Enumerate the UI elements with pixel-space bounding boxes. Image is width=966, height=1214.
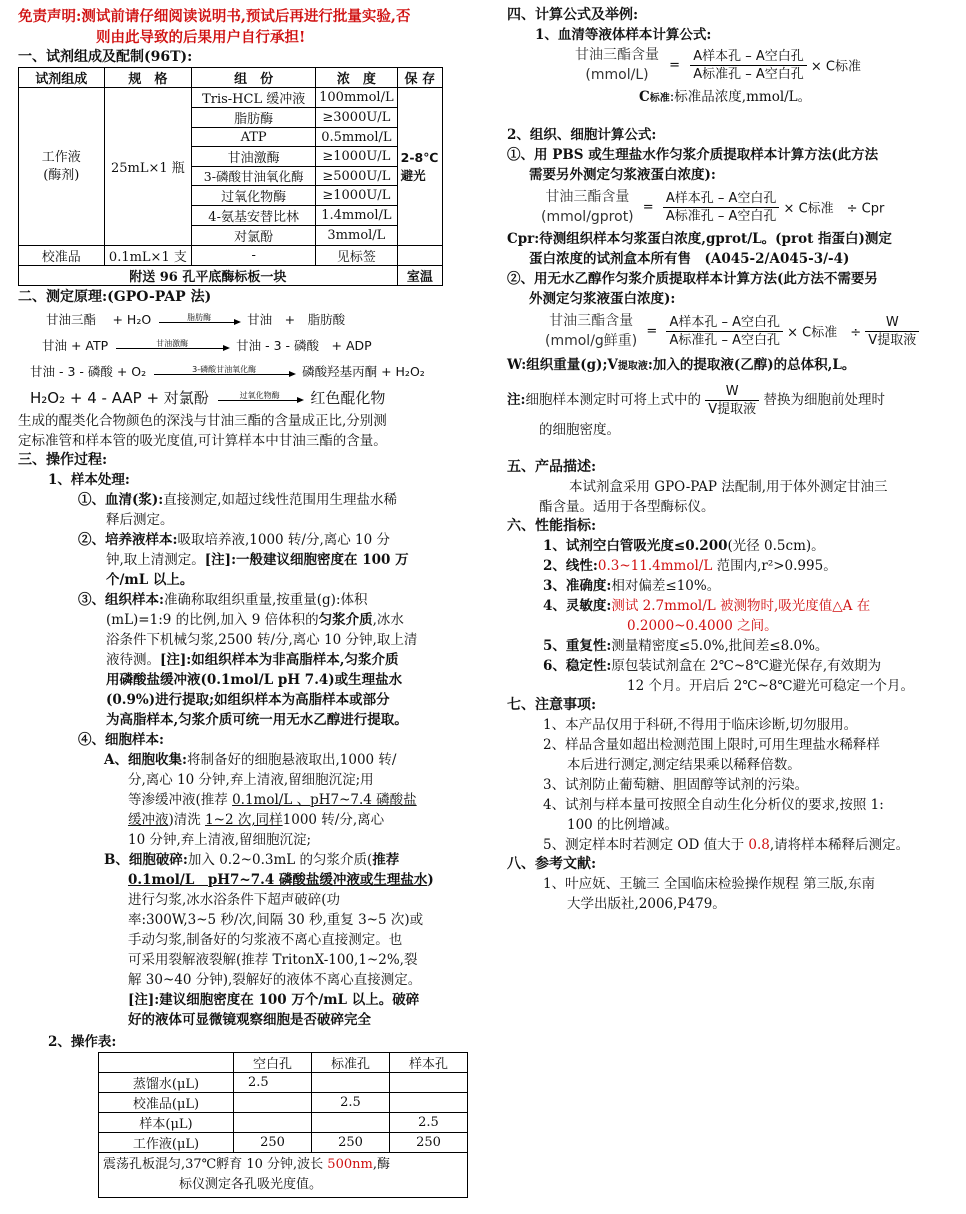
conc-cell: ≥1000U/L	[316, 186, 398, 206]
cell-block: ④、细胞样本: A、细胞收集:将制备好的细胞悬液取出,1000 转/ 分,离心 10 分钟,弃上清液,留细胞沉淀;用 等渗缓冲液(推荐 0.1mol/L 、pH7~7.4 磷酸盐 缓冲液)清洗 1~2 次,同样1000 转/分,离心 10 分钟,弃上清液,留细胞沉淀; B、细胞破碎:加入 0.2~0.3mL 的匀浆介质(推荐 0.1mol/L pH7~7.4 磷酸盐缓冲液或生理盐水) 进行匀浆,冰水浴条件下超声破碎(功 率:300W,3~5 秒/次,间隔 30 秒,重复 3~5 次)或 手动匀浆,制备好的匀浆液不离心直接测定。也 可采用裂解液裂解(推荐 TritonX-100,1~2%,裂 解 30~40 分钟),裂解好的液体不离心直接测定。 [注]:建议细胞密度在 100 万个/mL 以上。破碎 好的液体可显微镜观察细胞是否破碎完全	[78, 732, 434, 1028]
formula-serum: 甘油三酯含量 (mmol/L) = $\frac{\text{A样本孔 – A空白孔}}{\text{A标准孔 – A空白孔}}$ × C标准	[575, 47, 861, 83]
plate-store-cell: 室温	[397, 266, 442, 286]
reaction-left: 甘油三酯 + H₂O	[46, 312, 152, 327]
fraction: $\frac{W}{\text{V提取液}}$	[865, 314, 919, 349]
reaction-right: 甘油 - 3 - 磷酸 + ADP	[236, 338, 372, 353]
header-cell: 规 格	[104, 68, 192, 88]
conc-cell: 100mmol/L	[316, 88, 398, 108]
fraction: $\frac{W}{\text{V提取液}}$	[705, 383, 759, 418]
component-cell: 3-磷酸甘油氧化酶	[192, 167, 316, 186]
component-cell: 过氧化物酶	[192, 186, 316, 206]
references-list: 1、叶应妩、王毓三 全国临床检验操作规程 第三版,东南 大学出版社,2006,P479。	[543, 876, 875, 912]
reaction-right: 甘油 + 脂肪酸	[247, 312, 346, 327]
sample-processing-title: 1、样本处理:	[48, 472, 130, 488]
table-row: 工作液(μL) 250 250 250	[99, 1133, 468, 1153]
conc-cell: ≥3000U/L	[316, 108, 398, 128]
conc-cell: 3mmol/L	[316, 226, 398, 246]
performance-list: 1、试剂空白管吸光度≤0.200(光径 0.5cm)。 2、线性:0.3~11.4mmol/L 范围内,r²>0.995。 3、准确度:相对偏差≤10%。 4、灵敏度:测试 2.7mmol/L 被测物时,吸光度值△A 在 0.2000~0.4000 之间。 5、重复性:测量精密度≤5.0%,批间差≤8.0%。 6、稳定性:原包装试剂盒在 2℃~8℃避光保存,有效期为 12 个月。开启后 2℃~8℃避光可稳定一个月。	[543, 538, 914, 694]
table-row	[19, 68, 443, 88]
table-row	[19, 88, 443, 108]
header-cell: 浓 度	[316, 68, 398, 88]
serum-block: ①、血清(浆):直接测定,如超过线性范围用生理盐水稀 释后测定。	[78, 492, 398, 528]
component-cell: 脂肪酶	[192, 108, 316, 128]
header-cell: 样本孔	[389, 1053, 467, 1073]
section8-title: 八、参考文献:	[507, 856, 597, 872]
right-column: 四、计算公式及举例: 1、血清等液体样本计算公式: 甘油三酯含量 (mmol/L) = $\frac{\text{A样本孔 – A空白孔}}{\text{A标准孔 – A空白孔}}$ × C标准 C标准:标准品浓度,mmol/L。 2、组织、细胞计算公式: ①、用 PBS 或生理盐水作匀浆介质提取样本计算方法(此方法 需要另外测定匀浆液蛋白浓度): 甘油三酯含量 (mmol/gprot) = $\frac{\text{A样本孔 – A空白孔}}{\text{A标准孔 – A空白孔}}$ × C标准 ÷ Cpr Cpr:待测组织样本匀浆蛋白浓度,gprot/L。(prot 指蛋白)测定 蛋白浓度的试剂盒本所有售 (A045-2/A045-3/-4) ②、用无水乙醇作匀浆介质提取样本计算方法(此方法不需要另 外测定匀浆液蛋白浓度): 甘油三酯含量 (mmol/g鲜重) = $\frac{\text{A样本孔 – A空白孔}}{\text{A标准孔 – A空白孔}}$ × C标准 ÷ $\frac{W}{\text{V提取液}}$ W:组织重量(g);V提取液:加入的提取液(乙醇)的总体积,L。 注:细胞样本测定时可将上式中的 $\frac{W}{\text{V提取液}}$ 替换为细胞前处理时 的细胞密度。 五、产品描述: 本试剂盒采用 GPO-PAP 法配制,用于体外测定甘油三 酯含量。适用于各型酶标仪。 六、性能指标: 1、试剂空白管吸光度≤0.200(光径 0.5cm)。 2、线性:0.3~11.4mmol/L 范围内,r²>0.995。 3、准确度:相对偏差≤10%。 4、灵敏度:测试 2.7mmol/L 被测物时,吸光度值△A 在 0.2000~0.4000 之间。 5、重复性:测量精密度≤5.0%,批间差≤8.0%。 6、稳定性:原包装试剂盒在 2℃~8℃避光保存,有效期为 12 个月。开启后 2℃~8℃避光可稳定一个月。 七、注意事项: 1、本产品仅用于科研,不得用于临床诊断,切勿服用。 2、样品含量如超出检测范围上限时,可用生理盐水稀释样 本后进行测定,测定结果乘以稀释倍数。 3、试剂防止葡萄糖、胆固醇等试剂的污染。 4、试剂与样本量可按照全自动生化分析仪的要求,按照 1: 100 的比例增减。 5、测定样本时若测定 OD 值大于 0.8,请将样本稀释后测定。 八、参考文献: 1、叶应妩、王毓三 全国临床检验操作规程 第三版,东南 大学出版社,2006,P479。	[507, 0, 947, 914]
calib-spec-cell: 0.1mL×1 支	[104, 246, 192, 266]
reaction-arrow	[218, 390, 302, 401]
reaction-arrow	[116, 338, 228, 349]
reagent-table	[18, 67, 443, 286]
table-row: 样本(μL) 2.5	[99, 1113, 468, 1133]
header-cell: 标准孔	[311, 1053, 389, 1073]
conc-cell: 1.4mmol/L	[316, 206, 398, 226]
component-cell: Tris-HCL 缓冲液	[192, 88, 316, 108]
reaction-left: H₂O₂ + 4 - AAP + 对氯酚	[30, 389, 209, 407]
fraction: $\frac{\text{A样本孔 – A空白孔}}{\text{A标准孔 – A空白孔}}$	[690, 48, 807, 83]
component-cell: 4-氨基安替比林	[192, 206, 316, 226]
notes-list: 1、本产品仅用于科研,不得用于临床诊断,切勿服用。 2、样品含量如超出检测范围上限时,可用生理盐水稀释样 本后进行测定,测定结果乘以稀释倍数。 3、试剂防止葡萄糖、胆固醇等试剂的污染。 4、试剂与样本量可按照全自动生化分析仪的要求,按照 1: 100 的比例增减。 5、测定样本时若测定 OD 值大于 0.8,请将样本稀释后测定。	[543, 717, 910, 853]
reaction-arrow	[154, 364, 294, 375]
calib-conc-cell: 见标签	[316, 246, 398, 266]
enzyme-label: 3-磷酸甘油氧化酶	[192, 364, 257, 374]
header-cell: 组 份	[192, 68, 316, 88]
calib-store-cell	[397, 246, 442, 266]
reaction-left: 甘油 + ATP	[42, 338, 109, 353]
conc-cell: 0.5mmol/L	[316, 128, 398, 147]
disclaimer-line2: 则由此导致的后果用户自行承担!	[96, 29, 306, 46]
component-cell: ATP	[192, 128, 316, 147]
table-row: 校准品(μL) 2.5	[99, 1093, 468, 1113]
header-cell: 试剂组成	[19, 68, 105, 88]
component-cell: 对氯酚	[192, 226, 316, 246]
section5-title: 五、产品描述:	[507, 459, 597, 475]
cell-note: 注:细胞样本测定时可将上式中的 $\frac{W}{\text{V提取液}}$ 替换为细胞前处理时	[507, 384, 885, 417]
table-row: 蒸馏水(μL) 2.5	[99, 1073, 468, 1093]
enzyme-label: 脂肪酶	[187, 312, 212, 322]
enzyme-label: 甘油激酶	[156, 338, 189, 348]
work-solution-cell: 工作液 (酶剂)	[19, 88, 105, 246]
calib-name-cell: 校准品	[19, 246, 105, 266]
enzyme-label: 过氧化物酶	[239, 390, 280, 400]
disclaimer-line1: 免责声明:测试前请仔细阅读说明书,预试后再进行批量实验,否	[18, 8, 411, 25]
header-cell: 空白孔	[234, 1053, 312, 1073]
operation-table	[98, 1052, 468, 1198]
table-footer: 震荡孔板混匀,37℃孵育 10 分钟,波长 500nm,酶 标仪测定各孔吸光度值。	[99, 1153, 468, 1198]
tissue-block: ③、组织样本:准确称取组织重量,按重量(g):体积 (mL)=1:9 的比例,加入 9 倍体积的匀浆介质,冰水 浴条件下机械匀浆,2500 转/分,离心 10 分钟,取上清 液待测。[注]:如组织样本为非高脂样本,匀浆介质 用磷酸盐缓冲液(0.1mol/L pH 7.4)或生理盐水 (0.9%)进行提取;如组织样本为高脂样本或部分 为高脂样本,匀浆介质可统一用无水乙醇进行提取。	[78, 592, 418, 728]
principle-desc: 生成的醌类化合物颜色的深浅与甘油三酯的含量成正比,分别测 定标准管和样本管的吸光度值,可计算样本中甘油三酯的含量。	[18, 413, 387, 449]
section2-title: 二、测定原理:(GPO-PAP 法)	[18, 289, 212, 305]
section7-title: 七、注意事项:	[507, 697, 597, 713]
reaction-right: 磷酸羟基丙酮 + H₂O₂	[302, 364, 425, 379]
reaction-3	[18, 359, 450, 385]
culture-block: ②、培养液样本:吸取培养液,1000 转/分,离心 10 分 钟,取上清测定。[注]:一般建议细胞密度在 100 万 个/mL 以上。	[78, 532, 409, 588]
reaction-right: 红色醌化物	[310, 389, 386, 407]
fraction: $\frac{\text{A样本孔 – A空白孔}}{\text{A标准孔 – A空白孔}}$	[663, 190, 780, 225]
section3-title: 三、操作过程:	[18, 452, 108, 468]
calib-comp-cell: -	[192, 246, 316, 266]
table-row	[19, 266, 443, 286]
header-cell	[99, 1053, 234, 1073]
reaction-2	[18, 333, 450, 359]
conc-cell: ≥1000U/L	[316, 147, 398, 167]
reaction-4	[18, 385, 450, 411]
reaction-arrow	[159, 312, 239, 323]
plate-cell: 附送 96 孔平底酶标板一块	[19, 266, 398, 286]
component-cell: 甘油激酶	[192, 147, 316, 167]
formula-ethanol: 甘油三酯含量 (mmol/g鲜重) = $\frac{\text{A样本孔 – A空白孔}}{\text{A标准孔 – A空白孔}}$ × C标准 ÷ $\frac{W}{\text{V提取液}}$	[507, 311, 947, 351]
table-row	[99, 1153, 468, 1198]
section4-title: 四、计算公式及举例:	[507, 7, 639, 23]
table-row	[19, 246, 443, 266]
conc-cell: ≥5000U/L	[316, 167, 398, 186]
storage-cell: 2-8℃ 避光	[397, 88, 442, 246]
fraction: $\frac{\text{A样本孔 – A空白孔}}{\text{A标准孔 – A空白孔}}$	[666, 314, 783, 349]
w-def: W:组织重量(g);V提取液:加入的提取液(乙醇)的总体积,L。	[507, 357, 856, 373]
left-column	[18, 0, 450, 1198]
reaction-1	[18, 307, 450, 333]
section1-title: 一、试剂组成及配制(96T):	[18, 49, 193, 65]
formula-pbs: 甘油三酯含量 (mmol/gprot) = $\frac{\text{A样本孔 – A空白孔}}{\text{A标准孔 – A空白孔}}$ × C标准 ÷ Cpr	[541, 189, 885, 225]
c-std-def: C标准:标准品浓度,mmol/L。	[639, 89, 812, 105]
operation-table-title: 2、操作表:	[48, 1034, 117, 1050]
work-spec-cell: 25mL×1 瓶	[104, 88, 192, 246]
reaction-left: 甘油 - 3 - 磷酸 + O₂	[30, 364, 147, 379]
table-row	[99, 1053, 468, 1073]
header-cell: 保 存	[397, 68, 442, 88]
section6-title: 六、性能指标:	[507, 518, 597, 534]
